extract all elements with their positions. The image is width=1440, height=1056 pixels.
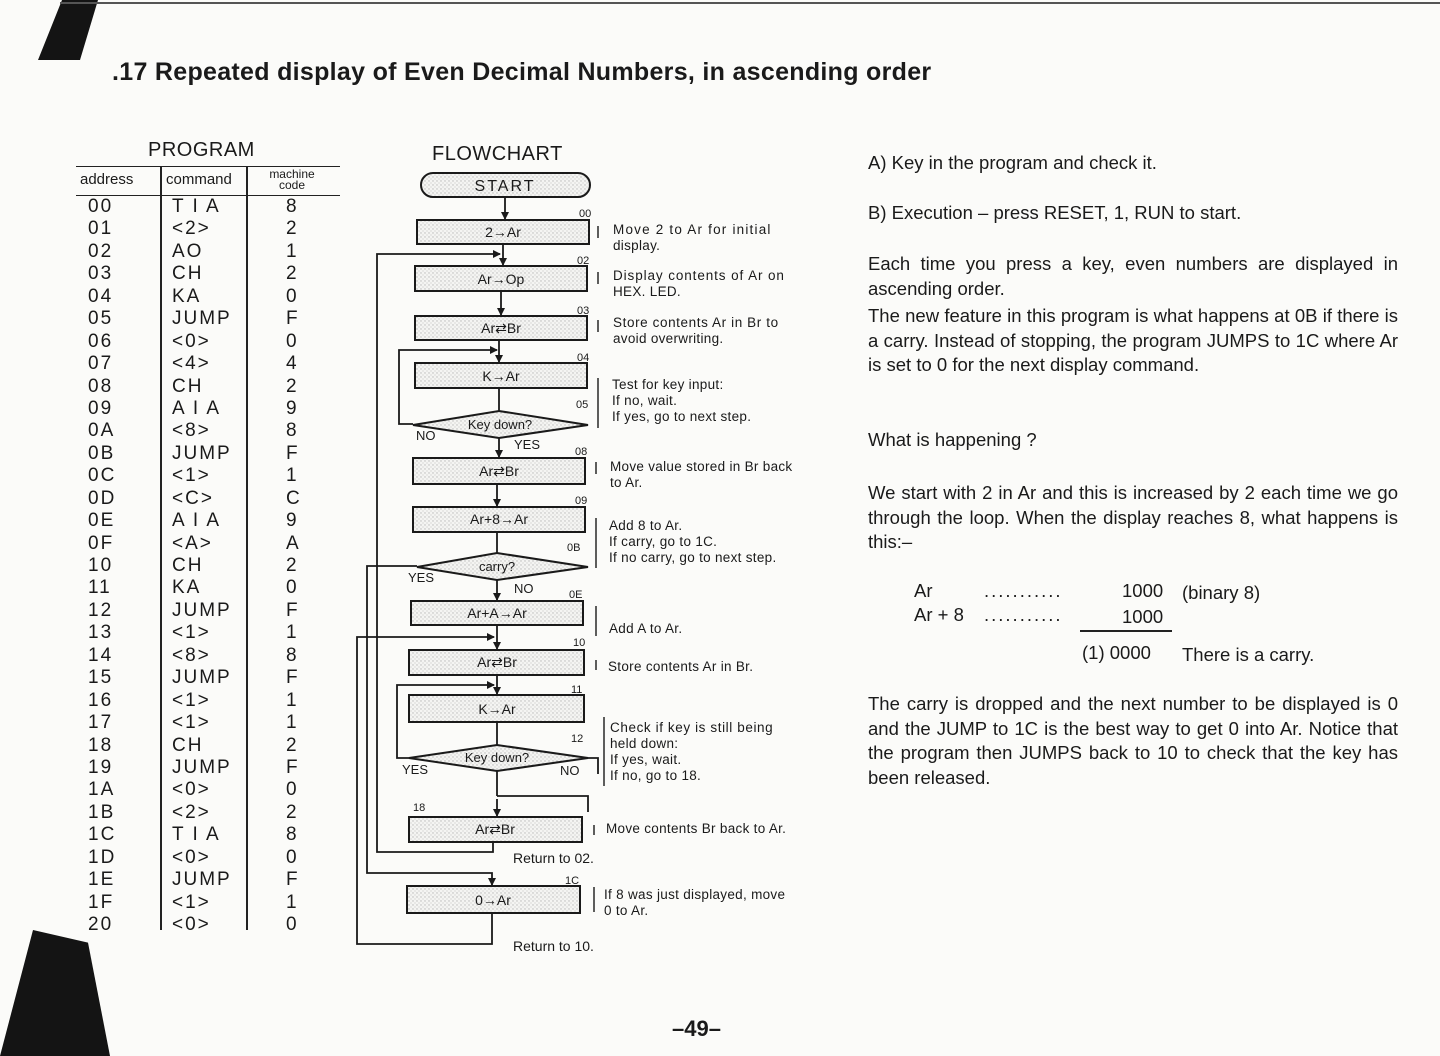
command-cell: <4> xyxy=(172,353,211,375)
machine-code-cell: 0 xyxy=(286,914,299,935)
paragraph-1: Each time you press a key, even numbers are displayed in ascending order. xyxy=(868,253,1398,299)
address-cell: 0A xyxy=(88,420,116,442)
address-cell: 12 xyxy=(88,599,114,621)
box-09-label: Ar+8→Ar xyxy=(470,511,528,527)
command-cell: CH xyxy=(172,555,204,576)
machine-code-cell: A xyxy=(286,532,301,554)
command-cell: <2> xyxy=(172,801,211,823)
flowchart-heading: FLOWCHART xyxy=(432,143,563,165)
address-cell: 0B xyxy=(88,442,116,464)
machine-code-cell: 2 xyxy=(286,734,299,756)
addr-10: 10 xyxy=(573,637,586,649)
flow-line xyxy=(497,796,588,812)
command-cell: <8> xyxy=(172,420,211,442)
machine-code-cell: 1 xyxy=(286,712,299,734)
note-line: If no, wait. xyxy=(612,393,678,408)
machine-code-cell: 2 xyxy=(286,555,299,576)
machine-code-cell: 8 xyxy=(286,196,299,217)
machine-code-cell: 0 xyxy=(286,330,299,352)
note-line: 0 to Ar. xyxy=(604,903,649,918)
command-cell: <1> xyxy=(172,891,211,913)
note-02 xyxy=(613,268,785,300)
machine-code-cell: 0 xyxy=(286,285,299,307)
command-cell: KA xyxy=(172,577,202,599)
note-line: Test for key input: xyxy=(612,377,724,392)
command-cell: <1> xyxy=(172,689,211,711)
note-line: If no, go to 18. xyxy=(610,768,702,783)
machine-code-cell: 2 xyxy=(286,218,299,240)
box-08-label: Ar⇄Br xyxy=(479,463,519,479)
command-cell: <1> xyxy=(172,712,211,734)
command-cell: <8> xyxy=(172,644,211,666)
machine-code-cell: F xyxy=(286,442,300,464)
branch-yes-2: YES xyxy=(408,570,435,585)
address-cell: 00 xyxy=(88,196,114,217)
address-cell: 1F xyxy=(88,891,115,913)
address-cell: 1D xyxy=(88,846,117,868)
calc-l3-note: There is a carry. xyxy=(1182,644,1315,665)
note-line: If yes, go to next step. xyxy=(612,409,752,424)
note-line: held down: xyxy=(610,736,679,751)
box-10-label: Ar⇄Br xyxy=(477,654,517,670)
address-cell: 02 xyxy=(88,240,114,262)
header-address: address xyxy=(80,171,134,188)
note-line: to Ar. xyxy=(610,475,643,490)
decision-12-label: Key down? xyxy=(464,750,530,765)
command-cell: A I A xyxy=(172,510,222,532)
note-line: Store contents Ar in Br. xyxy=(608,659,754,674)
note-18 xyxy=(606,821,786,837)
addr-02: 02 xyxy=(577,255,590,267)
address-cell: 09 xyxy=(88,397,114,419)
calc-l1-left: Ar xyxy=(914,580,933,601)
command-cell: <0> xyxy=(172,779,211,801)
branch-no-3: NO xyxy=(560,763,580,778)
address-cell: 18 xyxy=(88,734,114,756)
command-cell: JUMP xyxy=(172,667,232,689)
machine-code-cell: 2 xyxy=(286,801,299,823)
addr-1C: 1C xyxy=(565,875,580,887)
box-00-label: 2→Ar xyxy=(485,224,521,240)
page-number: –49– xyxy=(672,1016,721,1041)
machine-code-cell: 1 xyxy=(286,240,299,262)
start-label: START xyxy=(474,178,536,195)
address-cell: 19 xyxy=(88,756,114,778)
calc-l1-val: 1000 xyxy=(1122,580,1164,601)
note-line: Add 8 to Ar. xyxy=(609,518,683,533)
paragraph-4: The carry is dropped and the next number to be displayed is 0 and the JUMP to 1C is the best way to get 0 into Ar. Notice that the program then JUMPS back to 10 to check that the key has been released. xyxy=(868,693,1398,788)
command-cell: <1> xyxy=(172,622,211,644)
machine-code-cell: F xyxy=(286,756,300,778)
calc-l1-dots: ........... xyxy=(984,580,1063,601)
note-line: Move contents Br back to Ar. xyxy=(606,821,787,836)
address-cell: 0C xyxy=(88,465,117,487)
note-03 xyxy=(613,315,779,347)
box-11-label: K→Ar xyxy=(478,701,516,717)
address-cell: 1A xyxy=(88,779,116,801)
box-02-label: Ar→Op xyxy=(477,271,525,287)
address-cell: 03 xyxy=(88,263,114,285)
calc-l3-val: (1) 0000 xyxy=(1082,642,1151,663)
box-04-label: K→Ar xyxy=(482,368,520,384)
program-heading: PROGRAM xyxy=(148,139,255,161)
machine-code-cell: 1 xyxy=(286,622,299,644)
addr-0E: 0E xyxy=(569,589,583,601)
command-cell: <0> xyxy=(172,330,211,352)
address-cell: 07 xyxy=(88,353,114,375)
calc-l2-val: 1000 xyxy=(1122,606,1164,627)
machine-code-cell: F xyxy=(286,869,300,891)
note-1C xyxy=(604,887,785,919)
note-0E xyxy=(609,621,682,637)
machine-code-cell: 9 xyxy=(286,510,299,532)
command-cell: <2> xyxy=(172,218,211,240)
address-cell: 04 xyxy=(88,285,114,307)
box-1C-label: 0→Ar xyxy=(475,892,511,908)
addr-11: 11 xyxy=(571,684,583,696)
page-title: .17 Repeated display of Even Decimal Numbers, in ascending order xyxy=(112,58,932,86)
machine-code-cell: 8 xyxy=(286,420,299,442)
paragraph-3: We start with 2 in Ar and this is increased by 2 each time we go through the loop. When the display reaches 8, what happens is this:– xyxy=(868,482,1398,552)
addr-05: 05 xyxy=(576,399,589,411)
command-cell: A I A xyxy=(172,397,222,419)
address-cell: 0E xyxy=(88,510,116,532)
address-cell: 1C xyxy=(88,824,117,846)
machine-code-cell: 9 xyxy=(286,397,299,419)
decision-0B-label: carry? xyxy=(478,559,516,574)
address-cell: 05 xyxy=(88,308,114,330)
machine-code-cell: F xyxy=(286,308,300,330)
note-line: Move value stored in Br back xyxy=(610,459,793,474)
command-cell: JUMP xyxy=(172,442,232,464)
paragraph-2: The new feature in this program is what happens at 0B if there is a carry. Instead of stopping, the program JUMPS to 1C where Ar is set to 0 for the next display command. xyxy=(868,305,1398,375)
address-cell: 13 xyxy=(88,622,114,644)
addr-0B: 0B xyxy=(567,542,581,554)
note-line: Display contents of Ar on xyxy=(613,268,785,283)
command-cell: CH xyxy=(172,263,204,285)
command-cell: JUMP xyxy=(172,756,232,778)
note-10 xyxy=(608,659,753,675)
command-cell: CH xyxy=(172,734,204,756)
question: What is happening ? xyxy=(868,429,1037,450)
address-cell: 0F xyxy=(88,532,115,554)
command-cell: JUMP xyxy=(172,308,232,330)
machine-code-cell: F xyxy=(286,667,300,689)
command-cell: <1> xyxy=(172,465,211,487)
machine-code-cell: 4 xyxy=(286,353,299,375)
machine-code-cell: 0 xyxy=(286,846,299,868)
note-line: If yes, wait. xyxy=(610,752,682,767)
command-cell: T I A xyxy=(172,196,221,217)
command-cell: <0> xyxy=(172,914,211,935)
branch-yes-1: YES xyxy=(514,437,541,452)
addr-03: 03 xyxy=(577,305,590,317)
machine-code-cell: 1 xyxy=(286,689,299,711)
box-03-label: Ar⇄Br xyxy=(481,320,521,336)
note-line: If no carry, go to next step. xyxy=(609,550,777,565)
address-cell: 15 xyxy=(88,667,114,689)
note-line: Check if key is still being xyxy=(610,720,774,735)
addr-04: 04 xyxy=(577,352,590,364)
note-11 xyxy=(610,720,773,784)
address-cell: 14 xyxy=(88,644,114,666)
address-cell: 17 xyxy=(88,712,114,734)
note-line: Move 2 to Ar for initial xyxy=(613,222,772,237)
machine-code-cell: 1 xyxy=(286,465,299,487)
branch-no-1: NO xyxy=(416,428,436,443)
branch-yes-3: YES xyxy=(402,762,429,777)
note-line: display. xyxy=(613,238,661,253)
addr-12: 12 xyxy=(571,733,584,745)
header-machine-code: machine code xyxy=(269,167,315,192)
address-cell: 01 xyxy=(88,218,114,240)
decision-05-label: Key down? xyxy=(467,417,533,432)
note-line: avoid overwriting. xyxy=(613,331,724,346)
calc-rule xyxy=(1080,630,1172,632)
box-0E-label: Ar+A→Ar xyxy=(467,605,527,621)
machine-code-cell: 8 xyxy=(286,644,299,666)
note-line: If carry, go to 1C. xyxy=(609,534,718,549)
address-cell: 1B xyxy=(88,801,116,823)
machine-code-cell: 2 xyxy=(286,263,299,285)
command-cell: <0> xyxy=(172,846,211,868)
address-cell: 0D xyxy=(88,487,117,509)
address-cell: 10 xyxy=(88,555,114,576)
note-line: Add A to Ar. xyxy=(609,621,683,636)
command-cell: KA xyxy=(172,285,202,307)
machine-code-cell: 0 xyxy=(286,779,299,801)
machine-code-cell: 8 xyxy=(286,824,299,846)
command-cell: CH xyxy=(172,375,204,397)
machine-code-cell: 2 xyxy=(286,375,299,397)
calc-l2-dots: ........... xyxy=(984,604,1063,625)
note-00 xyxy=(613,222,772,254)
note-line: HEX. LED. xyxy=(613,284,681,299)
addr-09: 09 xyxy=(575,495,588,507)
command-cell: <A> xyxy=(172,532,213,554)
machine-code-cell: 1 xyxy=(286,891,299,913)
addr-18: 18 xyxy=(413,802,426,814)
calc-l2-left: Ar + 8 xyxy=(914,604,964,625)
address-cell: 1E xyxy=(88,869,116,891)
note-08 xyxy=(610,459,792,491)
machine-code-cell: C xyxy=(286,487,302,509)
note-line: If 8 was just displayed, move xyxy=(604,887,786,902)
return-to-02: Return to 02. xyxy=(513,850,594,866)
machine-code-cell: F xyxy=(286,599,300,621)
branch-no-2: NO xyxy=(514,581,534,596)
note-09 xyxy=(609,518,777,566)
loop-no-2 xyxy=(588,758,598,774)
header-command: command xyxy=(166,171,232,188)
step-b: B) Execution – press RESET, 1, RUN to start. xyxy=(868,202,1242,223)
address-cell: 08 xyxy=(88,375,114,397)
address-cell: 20 xyxy=(88,914,114,935)
note-04 xyxy=(612,377,751,425)
return-to-10: Return to 10. xyxy=(513,938,594,954)
step-a: A) Key in the program and check it. xyxy=(868,152,1157,173)
addr-00: 00 xyxy=(579,208,592,220)
box-18-label: Ar⇄Br xyxy=(475,821,515,837)
command-cell: JUMP xyxy=(172,869,232,891)
command-cell: <C> xyxy=(172,487,214,509)
address-cell: 11 xyxy=(88,577,112,599)
addr-08: 08 xyxy=(575,446,588,458)
address-cell: 06 xyxy=(88,330,114,352)
command-cell: JUMP xyxy=(172,599,232,621)
note-line: Store contents Ar in Br to xyxy=(613,315,779,330)
command-cell: AO xyxy=(172,240,204,262)
calc-l1-note: (binary 8) xyxy=(1182,582,1261,603)
machine-code-cell: 0 xyxy=(286,577,299,599)
command-cell: T I A xyxy=(172,824,221,846)
address-cell: 16 xyxy=(88,689,114,711)
